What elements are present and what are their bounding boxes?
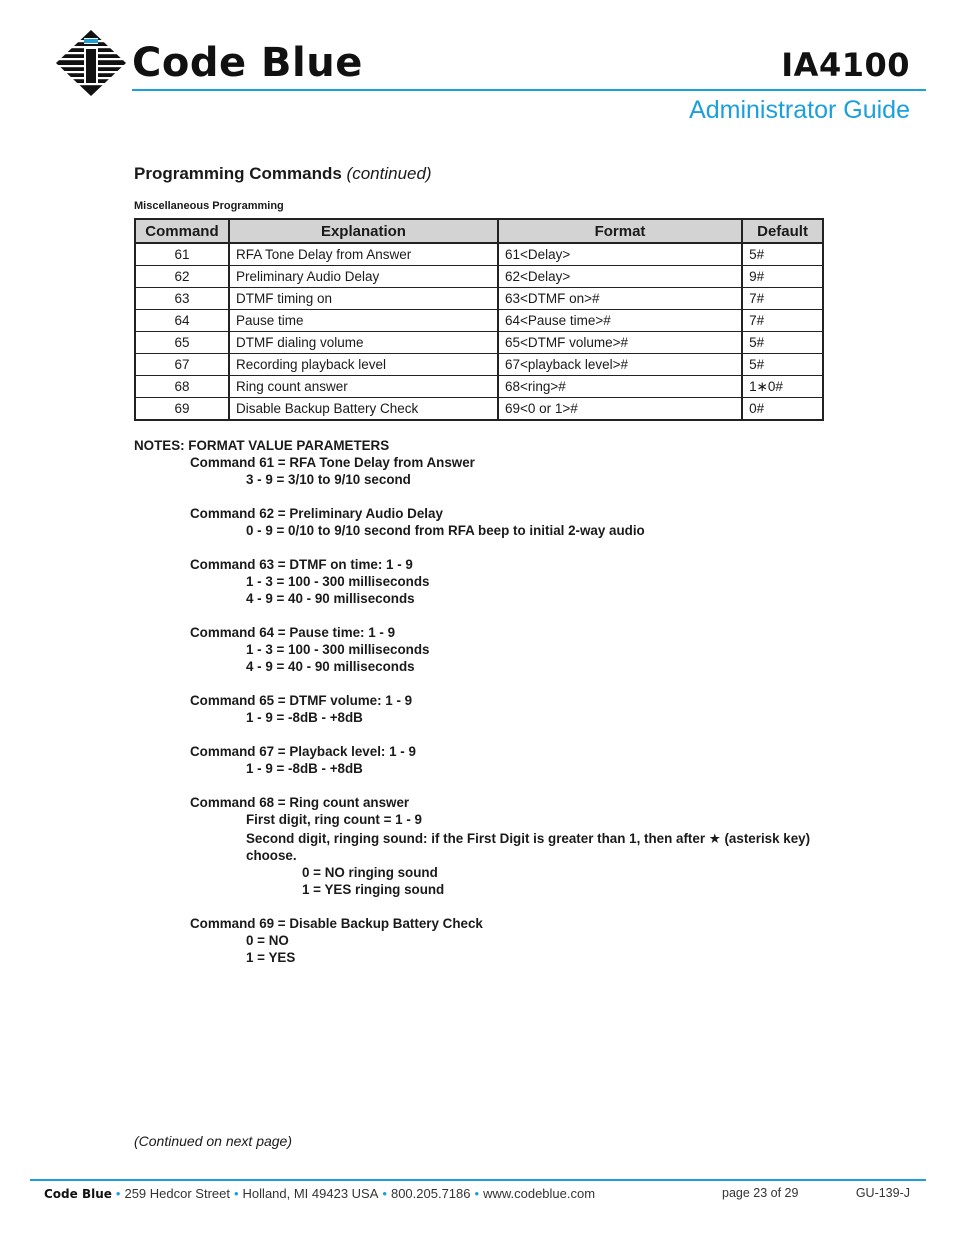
col-explanation: Explanation	[229, 219, 498, 243]
col-default: Default	[742, 219, 823, 243]
note-value: 1 - 3 = 100 - 300 milliseconds	[246, 642, 430, 657]
commands-table	[134, 218, 824, 421]
page-number: page 23 of 29	[722, 1186, 799, 1200]
note-command-61: Command 61 = RFA Tone Delay from Answer	[190, 455, 475, 470]
company-logo	[56, 30, 396, 96]
note-command-64: Command 64 = Pause time: 1 - 9	[190, 625, 396, 640]
table-row: 61 RFA Tone Delay from Answer 61<Delay> 5#	[135, 243, 823, 266]
note-command-69: Command 69 = Disable Backup Battery Check	[190, 916, 483, 931]
table-row: 62 Preliminary Audio Delay 62<Delay> 9#	[135, 266, 823, 288]
footer-address: 259 Hedcor Street	[124, 1186, 230, 1201]
note-value: 3 - 9 = 3/10 to 9/10 second	[246, 472, 411, 487]
note-command-63: Command 63 = DTMF on time: 1 - 9	[190, 557, 413, 572]
table-row: 65 DTMF dialing volume 65<DTMF volume># 5#	[135, 332, 823, 354]
note-value: 1 = YES ringing sound	[302, 882, 445, 897]
table-header-row	[135, 219, 823, 243]
footer-city: Holland, MI 49423 USA	[242, 1186, 379, 1201]
code-blue-emblem-icon	[56, 30, 126, 96]
col-format: Format	[498, 219, 742, 243]
note-value: 1 - 9 = -8dB - +8dB	[246, 761, 363, 776]
note-command-62: Command 62 = Preliminary Audio Delay	[190, 506, 443, 521]
note-value: 1 - 3 = 100 - 300 milliseconds	[246, 574, 430, 589]
note-value: First digit, ring count = 1 - 9	[246, 812, 422, 827]
section-title: Programming Commands (continued)	[134, 164, 432, 183]
note-command-68: Command 68 = Ring count answer	[190, 795, 410, 810]
note-command-67: Command 67 = Playback level: 1 - 9	[190, 744, 416, 759]
table-row: 69 Disable Backup Battery Check 69<0 or 1># 0#	[135, 398, 823, 421]
table-row: 64 Pause time 64<Pause time># 7#	[135, 310, 823, 332]
continued-note: (Continued on next page)	[134, 1133, 292, 1149]
logo-wordmark: Code Blue	[132, 40, 363, 86]
table-row: 68 Ring count answer 68<ring># 1∗0#	[135, 376, 823, 398]
note-value: Second digit, ringing sound: if the First Digit is greater than 1, then after ★ (asterisk key) choose.	[246, 831, 811, 863]
footer-phone: 800.205.7186	[390, 1186, 471, 1201]
note-value: 0 = NO	[246, 933, 289, 948]
note-value: 4 - 9 = 40 - 90 milliseconds	[246, 659, 415, 674]
product-name: IA4100	[781, 46, 910, 84]
note-command-65: Command 65 = DTMF volume: 1 - 9	[190, 693, 413, 708]
table-row: 63 DTMF timing on 63<DTMF on># 7#	[135, 288, 823, 310]
note-value: 1 = YES	[246, 950, 296, 965]
note-value: 0 - 9 = 0/10 to 9/10 second from RFA beep to initial 2-way audio	[246, 523, 645, 538]
footer-web: www.codeblue.com	[483, 1186, 596, 1201]
subsection-title: Miscellaneous Programming	[134, 200, 284, 212]
section-title-suffix: (continued)	[346, 164, 432, 183]
document-id: GU-139-J	[855, 1186, 910, 1200]
table-row: 67 Recording playback level 67<playback level># 5#	[135, 354, 823, 376]
guide-title: Administrator Guide	[689, 96, 910, 124]
footer-brand: Code Blue	[44, 1187, 112, 1201]
notes-heading: NOTES: FORMAT VALUE PARAMETERS	[134, 438, 390, 453]
header-rule	[132, 89, 926, 91]
note-value: 0 = NO ringing sound	[302, 865, 438, 880]
footer-rule	[30, 1179, 926, 1181]
notes-block	[134, 437, 826, 966]
note-value: 4 - 9 = 40 - 90 milliseconds	[246, 591, 415, 606]
col-command: Command	[135, 219, 229, 243]
footer-contact: Code Blue • 259 Hedcor Street • Holland, MI 49423 USA • 800.205.7186 • www.codeblue.com	[44, 1186, 596, 1201]
note-value: 1 - 9 = -8dB - +8dB	[246, 710, 363, 725]
